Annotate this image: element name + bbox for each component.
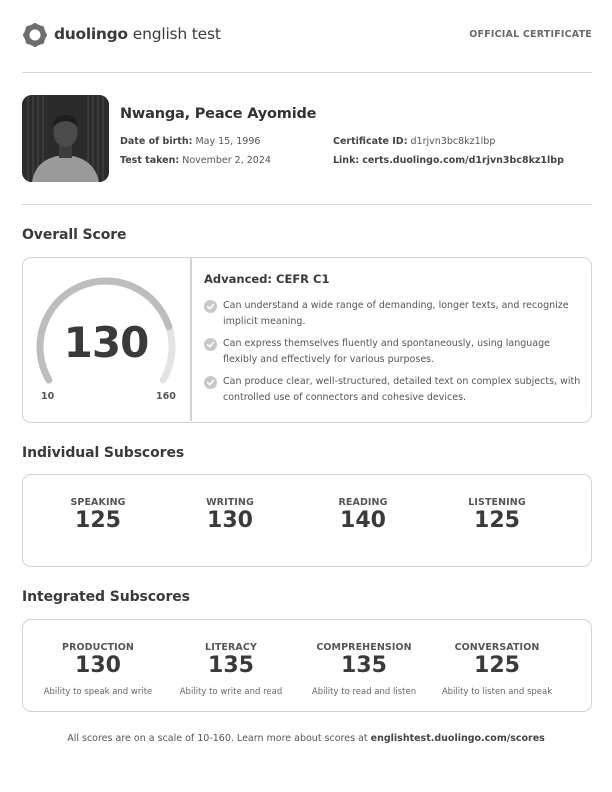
brand-rest: english test	[132, 25, 221, 43]
subscore-conversation	[430, 642, 564, 697]
official-certificate-label: OFFICIAL CERTIFICATE	[469, 29, 592, 40]
dob-value: May 15, 1996	[195, 136, 261, 147]
subscore-literacy	[164, 642, 298, 697]
certificate-link[interactable]	[333, 155, 564, 166]
integrated-subscores-title: Integrated Subscores	[22, 589, 190, 605]
subscore-reading	[313, 497, 413, 534]
subscore-label: LITERACY	[205, 642, 257, 653]
subscore-speaking	[48, 497, 148, 534]
subscore-writing	[180, 497, 280, 534]
test-taken	[120, 155, 271, 166]
subscore-caption: Ability to read and listen	[311, 687, 417, 697]
subscore-value: 135	[208, 653, 254, 678]
subscore-value: 130	[207, 508, 253, 533]
footer-link[interactable]: englishtest.duolingo.com/scores	[370, 733, 545, 744]
candidate-divider	[22, 204, 592, 205]
subscore-value: 125	[474, 508, 520, 533]
descriptor-text: Can produce clear, well-structured, detailed text on complex subjects, with controlled use of connectors and cohesive devices.	[223, 376, 581, 403]
descriptor-item	[204, 336, 584, 368]
subscore-value: 140	[340, 508, 386, 533]
subscore-value: 125	[75, 508, 121, 533]
brand-bold: duolingo	[54, 25, 128, 43]
candidate-name: Nwanga, Peace Ayomide	[120, 106, 317, 122]
subscore-value: 135	[341, 653, 387, 678]
subscore-label: PRODUCTION	[62, 642, 134, 653]
individual-subscores-card	[22, 474, 592, 567]
footer-text: All scores are on a scale of 10-160. Learn more about scores at	[67, 733, 371, 744]
gauge-max-label: 160	[156, 391, 176, 402]
overall-score-card	[22, 257, 592, 423]
descriptor-text: Can express themselves fluently and spontaneously, using language flexibly and effectively for various purposes.	[223, 338, 550, 365]
subscore-label: CONVERSATION	[454, 642, 540, 653]
certificate-id	[333, 136, 495, 147]
check-circle-icon	[204, 300, 217, 313]
test-taken-label: Test taken:	[120, 155, 180, 166]
check-circle-icon	[204, 376, 217, 389]
certificate-header	[22, 22, 592, 52]
gauge-min-label: 10	[41, 391, 55, 402]
subscore-listening	[447, 497, 547, 534]
footer-note	[0, 733, 612, 744]
header-divider	[22, 72, 592, 73]
descriptor-text: Can understand a wide range of demanding, longer texts, and recognize implicit meaning.	[223, 300, 569, 327]
subscore-caption: Ability to speak and write	[43, 687, 153, 697]
certificate-id-label: Certificate ID:	[333, 136, 408, 147]
subscore-label: WRITING	[206, 497, 254, 508]
subscore-comprehension	[297, 642, 431, 697]
dob-label: Date of birth:	[120, 136, 193, 147]
candidate-portrait-image	[22, 95, 109, 182]
subscore-label: SPEAKING	[70, 497, 126, 508]
link-label: Link:	[333, 155, 360, 166]
candidate-photo	[22, 95, 109, 182]
cefr-level: Advanced: CEFR C1	[204, 272, 330, 286]
descriptor-item	[204, 298, 584, 330]
check-circle-icon	[204, 338, 217, 351]
subscore-value: 125	[474, 653, 520, 678]
subscore-value: 130	[75, 653, 121, 678]
link-value[interactable]: certs.duolingo.com/d1rjvn3bc8kz1lbp	[362, 155, 564, 166]
score-card-divider	[190, 258, 192, 421]
subscore-label: READING	[338, 497, 388, 508]
overall-score-value: 130	[63, 318, 149, 367]
brand-wordmark	[54, 25, 221, 43]
integrated-subscores-card	[22, 619, 592, 712]
date-of-birth	[120, 136, 260, 147]
descriptor-item	[204, 374, 584, 406]
subscore-label: COMPREHENSION	[316, 642, 412, 653]
subscore-caption: Ability to listen and speak	[441, 687, 553, 697]
subscore-production	[31, 642, 165, 697]
duolingo-logo-icon	[22, 22, 48, 48]
overall-score-title: Overall Score	[22, 227, 127, 243]
test-taken-value: November 2, 2024	[182, 155, 271, 166]
certificate-id-value: d1rjvn3bc8kz1lbp	[410, 136, 496, 147]
subscore-label: LISTENING	[468, 497, 526, 508]
individual-subscores-title: Individual Subscores	[22, 445, 185, 461]
subscore-caption: Ability to write and read	[179, 687, 283, 697]
